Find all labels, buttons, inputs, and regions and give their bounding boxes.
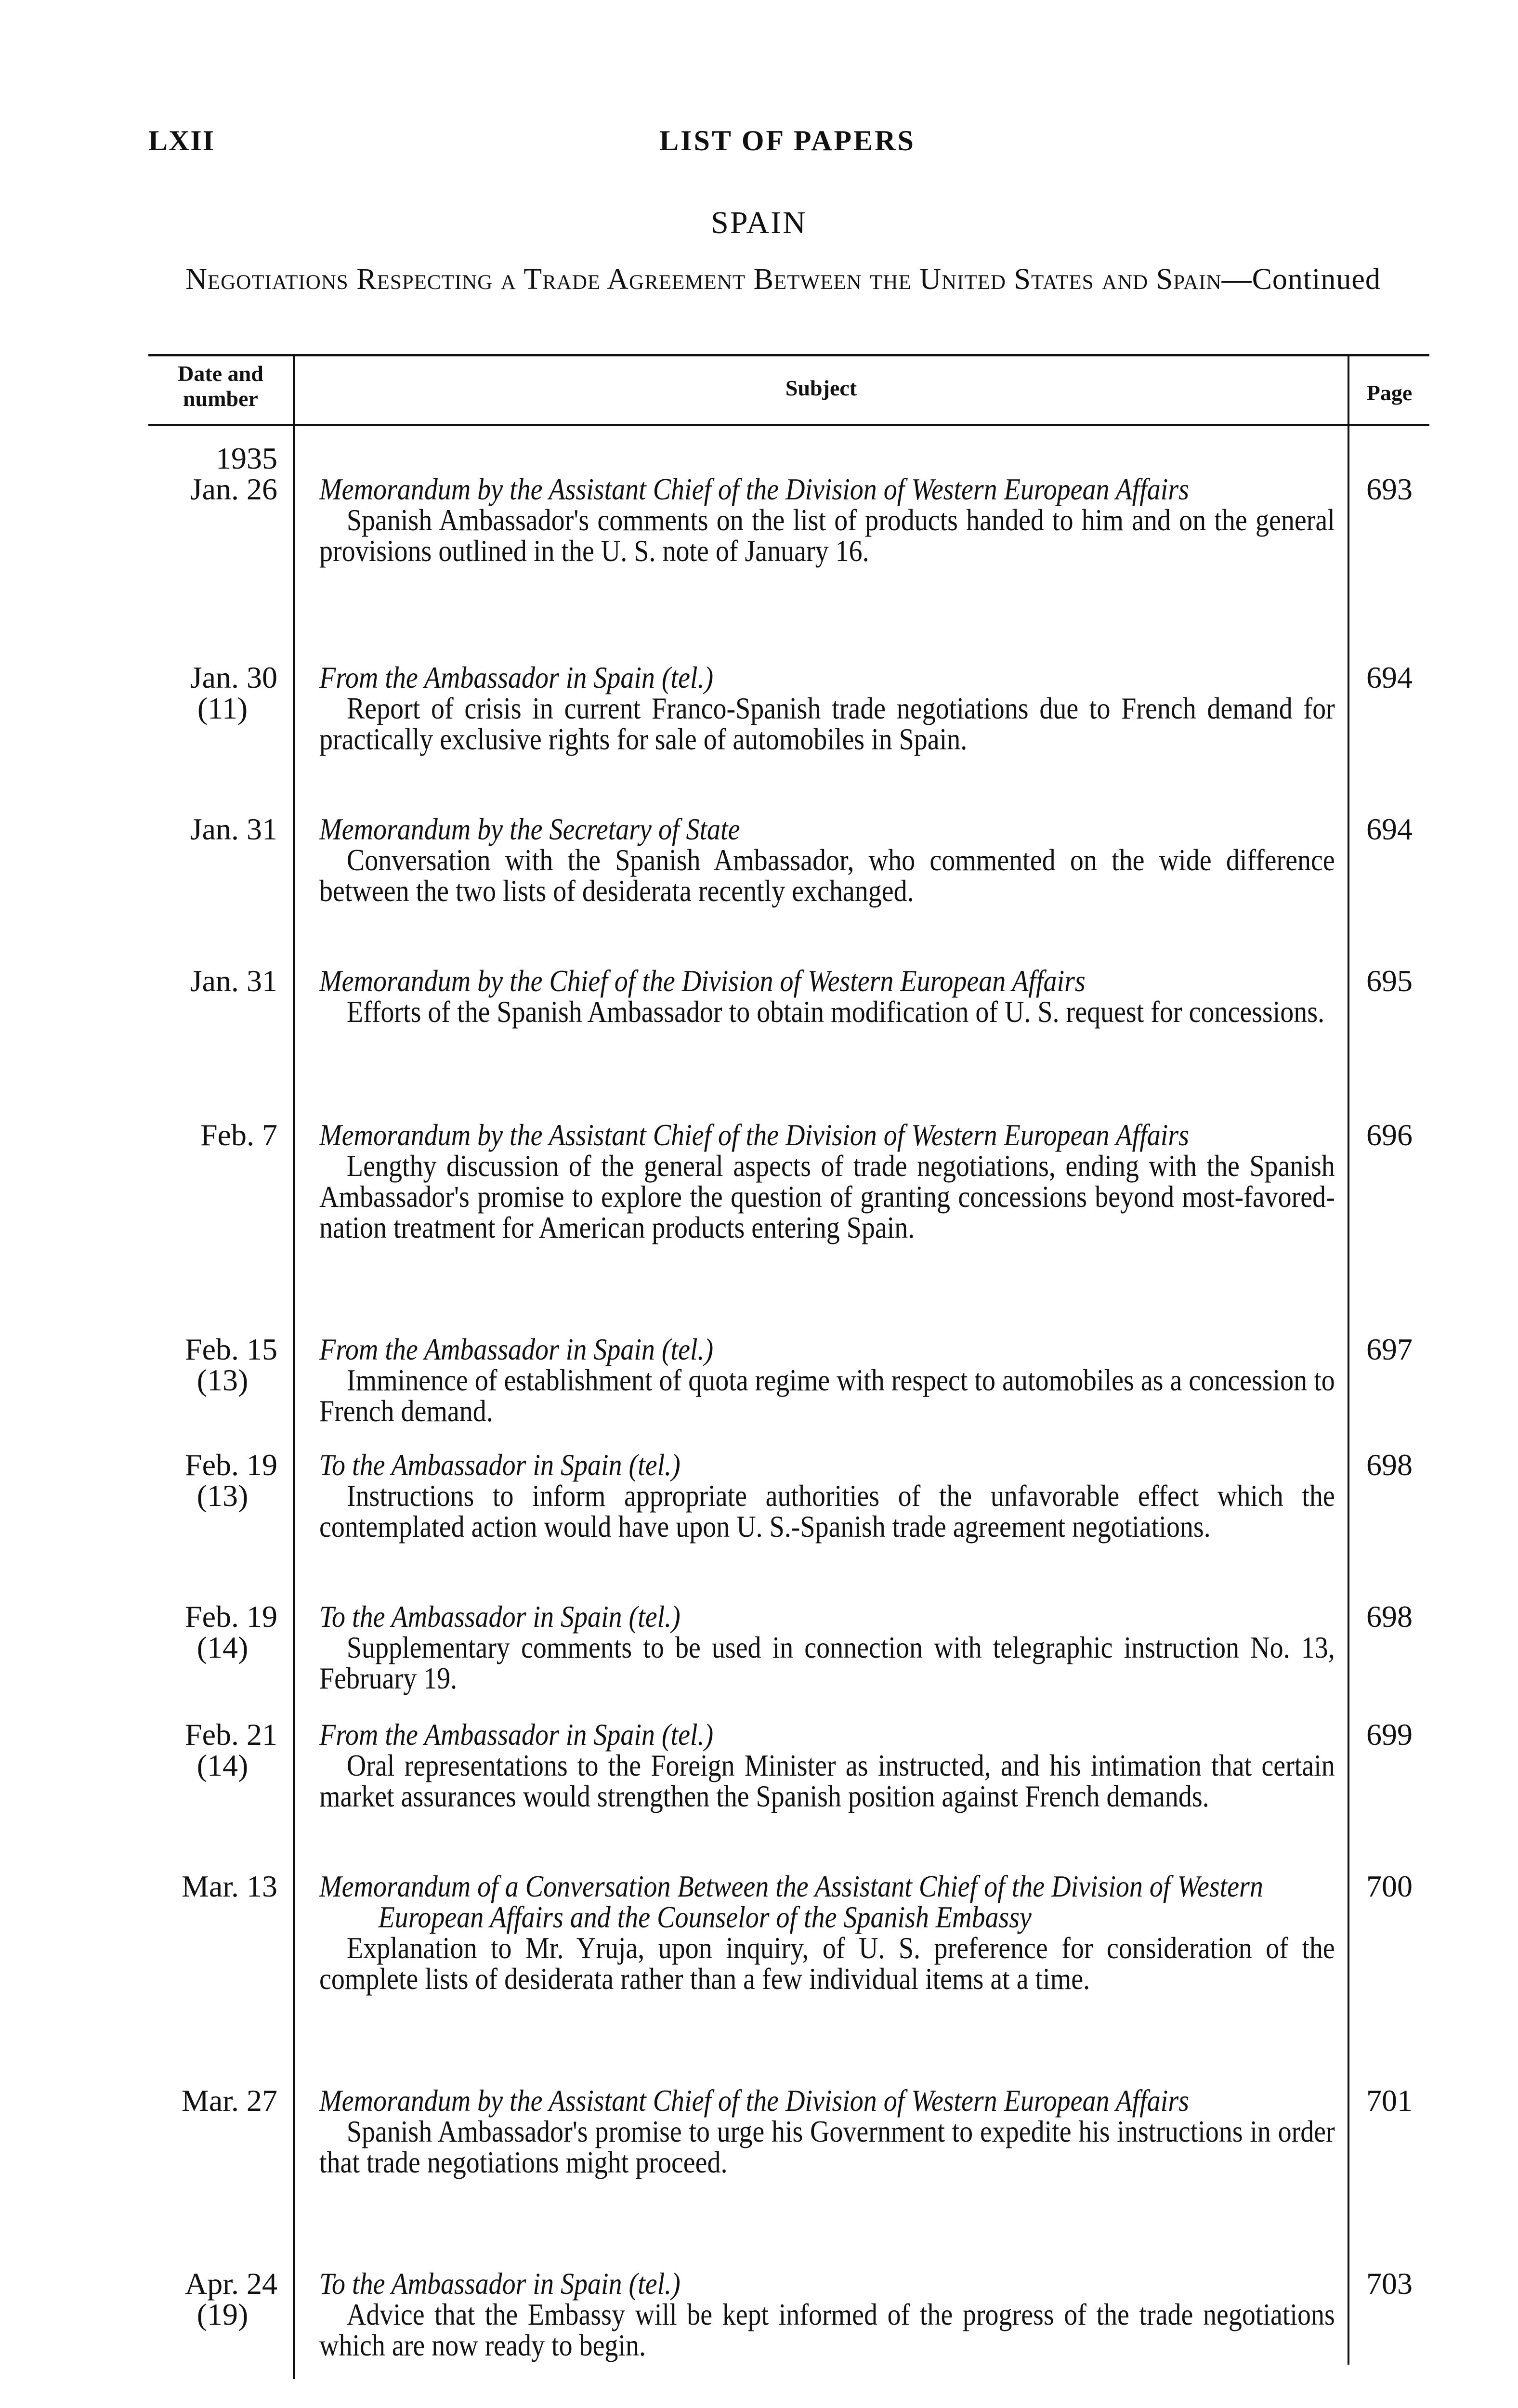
entry-title: From the Ambassador in Spain (tel.) [319, 1332, 714, 1366]
entry-date-cell [148, 1871, 277, 1902]
entry-number: (19) [196, 2297, 249, 2331]
section-heading [183, 262, 1383, 296]
entry-page: 701 [1366, 2083, 1413, 2118]
entry-date: Jan. 31 [190, 812, 277, 846]
entry-title: To the Ambassador in Spain (tel.) [319, 1448, 680, 1482]
table-top-rule [148, 354, 1429, 356]
entry-date: Jan. 26 [190, 472, 277, 506]
entry-page: 694 [1366, 812, 1413, 846]
running-header [148, 124, 1426, 163]
entry-page: 696 [1366, 1118, 1413, 1152]
entry-description: Spanish Ambassador's comments on the list of products handed to him and on the general provisions outlined in the U. S. note of January 16. [319, 503, 1335, 568]
entry-subject-cell [319, 814, 1335, 906]
entry-subject-cell [319, 1719, 1335, 1812]
entry-description: Supplementary comments to be used in connection with telegraphic instruction No. 13, February 19. [319, 1630, 1335, 1695]
entry-subject-cell [319, 2085, 1335, 2178]
entry-page: 694 [1366, 660, 1413, 694]
running-title: LIST OF PAPERS [659, 125, 916, 157]
column-header-subject: Subject [785, 376, 857, 400]
entry-year: 1935 [216, 441, 277, 475]
entry-description: Oral representations to the Foreign Minister as instructed, and his intimation that certain market assurances would strengthen the Spanish position against French demands. [319, 1748, 1335, 1813]
entry-date-cell [148, 1719, 277, 1781]
section-heading-text: Negotiations Respecting a Trade Agreement Between the United States and Spain [185, 263, 1222, 296]
entry-title: Memorandum of a Conversation Between the Assistant Chief of the Division of Western European Affairs and the Counselor of the Spanish Embassy [319, 1869, 1263, 1934]
entry-date-cell [148, 443, 277, 505]
entry-page: 698 [1366, 1599, 1413, 1634]
entry-description: Instructions to inform appropriate authorities of the unfavorable effect which the contemplated action would have upon U. S.-Spanish trade agreement negotiations. [319, 1479, 1335, 1544]
entry-page: 697 [1366, 1332, 1413, 1366]
section-heading-suffix: —Continued [1221, 263, 1381, 296]
entry-date: Jan. 31 [190, 964, 277, 998]
entry-title: Memorandum by the Chief of the Division of Western European Affairs [319, 964, 1086, 998]
column-header-date: Date and number [178, 361, 263, 411]
entry-title: Memorandum by the Assistant Chief of the Division of Western European Affairs [319, 1118, 1189, 1152]
entry-page: 699 [1366, 1717, 1413, 1752]
entry-page: 698 [1366, 1448, 1413, 1482]
entry-title: From the Ambassador in Spain (tel.) [319, 1717, 714, 1752]
entry-description: Efforts of the Spanish Ambassador to obtain modification of U. S. request for concessions. [346, 995, 1325, 1029]
entry-title: Memorandum by the Assistant Chief of the Division of Western European Affairs [319, 2083, 1189, 2118]
page-folio: LXII [148, 125, 215, 157]
entry-subject-cell [319, 1120, 1335, 1243]
entry-description: Lengthy discussion of the general aspects of trade negotiations, ending with the Spanish Ambassador's promise to explore the question of granting concessions beyond most-favored-nation treatment for American products entering Spain. [319, 1149, 1335, 1244]
entry-subject-cell [319, 1601, 1335, 1694]
entry-title: From the Ambassador in Spain (tel.) [319, 660, 714, 694]
entry-subject-cell [319, 2268, 1335, 2361]
entry-description: Imminence of establishment of quota regime with respect to automobiles as a concession to French demand. [319, 1363, 1335, 1428]
entry-subject-cell [319, 1334, 1335, 1426]
entry-date-cell [148, 2085, 277, 2116]
country-heading: SPAIN [711, 205, 807, 240]
entry-subject-cell [319, 966, 1335, 1027]
entry-date-cell [148, 1601, 277, 1663]
list-of-papers-table [148, 354, 1429, 2379]
entry-date-cell [148, 1120, 277, 1151]
table-header-rule [148, 424, 1429, 426]
entry-description: Conversation with the Spanish Ambassador, who commented on the wide difference between the two lists of desiderata recently exchanged. [319, 843, 1335, 908]
entry-description: Report of crisis in current Franco-Spanish trade negotiations due to French demand for practically exclusive rights for sale of automobiles in Spain. [319, 691, 1335, 756]
entry-date: Feb. 21 [185, 1717, 277, 1752]
entry-page: 700 [1366, 1869, 1413, 1903]
entry-date-cell [148, 814, 277, 845]
entry-title: To the Ambassador in Spain (tel.) [319, 2266, 680, 2301]
column-header-page: Page [1366, 380, 1413, 405]
entry-number: (13) [196, 1479, 249, 1513]
entry-date-cell [148, 1334, 277, 1396]
entry-date: Feb. 7 [200, 1118, 277, 1152]
entry-description: Advice that the Embassy will be kept informed of the progress of the trade negotiations which are now ready to begin. [319, 2297, 1335, 2362]
entry-description: Explanation to Mr. Yruja, upon inquiry, of U. S. preference for consideration of the complete lists of desiderata rather than a few individual items at a time. [319, 1931, 1335, 1996]
entry-date-cell [148, 966, 277, 996]
entry-subject-cell [319, 1871, 1335, 1994]
entry-page: 693 [1366, 472, 1413, 506]
entry-date-cell [148, 662, 277, 724]
entry-date: Feb. 19 [185, 1599, 277, 1634]
entry-number: (11) [197, 691, 248, 725]
entry-subject-cell [319, 662, 1335, 755]
entry-title: Memorandum by the Assistant Chief of the Division of Western European Affairs [319, 472, 1189, 506]
entry-date: Mar. 27 [181, 2083, 277, 2118]
entry-page: 703 [1366, 2266, 1413, 2301]
entry-date: Jan. 30 [190, 660, 277, 694]
entry-number: (14) [196, 1630, 249, 1664]
entry-title: Memorandum by the Secretary of State [319, 812, 740, 846]
entry-date-cell [148, 1450, 277, 1511]
entry-title: To the Ambassador in Spain (tel.) [319, 1599, 680, 1634]
entry-date: Feb. 19 [185, 1448, 277, 1482]
entry-date: Feb. 15 [185, 1332, 277, 1366]
entry-subject-cell [319, 1450, 1335, 1542]
entry-date-cell [148, 2268, 277, 2330]
column-divider-date [293, 354, 295, 2379]
entry-number: (13) [196, 1363, 249, 1397]
entry-subject-cell [319, 474, 1335, 566]
entry-date: Apr. 24 [185, 2266, 277, 2301]
entry-description: Spanish Ambassador's promise to urge his Government to expedite his instructions in order that trade negotiations might proceed. [319, 2114, 1335, 2179]
entry-number: (14) [196, 1748, 249, 1782]
entry-date: Mar. 13 [181, 1869, 277, 1903]
entry-page: 695 [1366, 964, 1413, 998]
